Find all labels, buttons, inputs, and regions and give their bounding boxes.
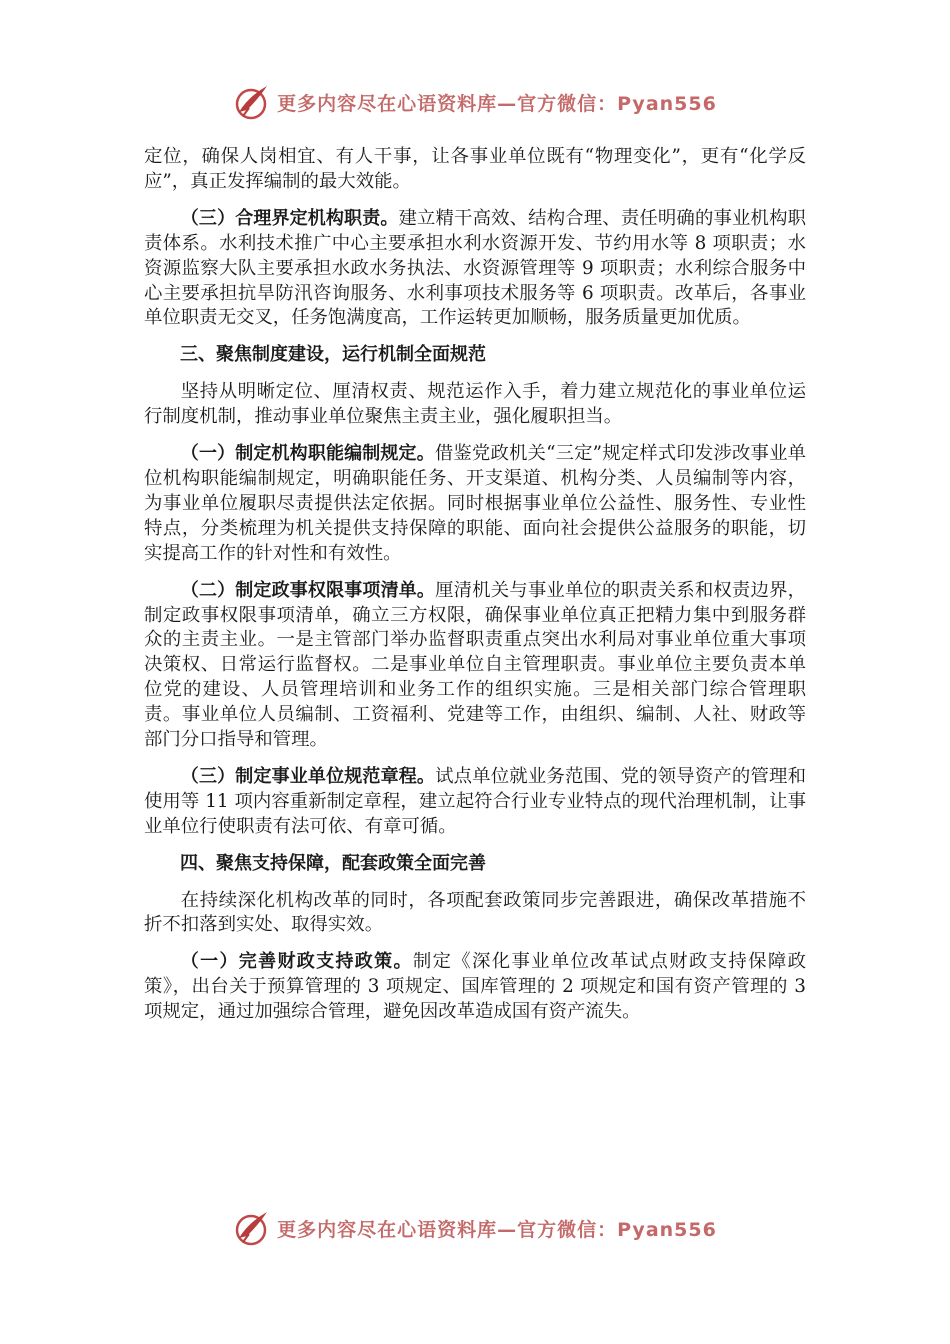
paragraph-text: 建立精干高效、结构合理、责任明确的事业机构职责体系。水利技术推广中心主要承担水利水资源开发、节约用水等 8 项职责；水资源监察大队主要承担水政水务执法、水资源管理等 9 项职责；水利综合服务中心主要承担抗旱防汛咨询服务、水利事项技术服务等 6 项职责。改革后，各事业单位职责无交叉，任务饱满度高，工作运转更加顺畅，服务质量更加优质。 [144, 207, 806, 329]
paragraph [144, 765, 806, 840]
quill-pen-logo-icon [233, 82, 273, 122]
paragraph [144, 950, 806, 1025]
paragraph [144, 579, 806, 753]
section-heading: 三、聚焦制度建设，运行机制全面规范 [180, 344, 486, 366]
paragraph-lead-heading: （一）完善财政支持政策。 [180, 951, 413, 973]
section-heading: 四、聚焦支持保障，配套政策全面完善 [180, 852, 486, 874]
paragraph-lead-heading: （二）制定政事权限事项清单。 [180, 579, 436, 601]
paragraph-text: 厘清机关与事业单位的职责关系和权责边界，制定政事权限事项清单，确立三方权限，确保事业单位真正把精力集中到服务群众的主责主业。一是主管部门举办监督职责重点突出水利局对事业单位重大事项决策权、日常运行监督权。二是事业单位自主管理职责。事业单位主要负责本单位党的建设、人员管理培训和业务工作的组织实施。三是相关部门综合管理职责。事业单位人员编制、工资福利、党建等工作，由组织、编制、人社、财政等部门分口指导和管理。 [144, 579, 806, 751]
paragraph: 在持续深化机构改革的同时，各项配套政策同步完善跟进，确保改革措施不折不扣落到实处、取得实效。 [144, 889, 806, 936]
paragraph-text: 试点单位就业务范围、党的领导资产的管理和使用等 11 项内容重新制定章程，建立起符合行业专业特点的现代治理机制，让事业单位行使职责有法可依、有章可循。 [144, 765, 806, 837]
paragraph-text: 借鉴党政机关“三定”规定样式印发涉改事业单位机构职能编制规定，明确职能任务、开支渠道、机构分类、人员编制等内容，为事业单位履职尽责提供法定依据。同时根据事业单位公益性、服务性、专业性特点，分类梳理为机关提供支持保障的职能、面向社会提供公益服务的职能，切实提高工作的针对性和有效性。 [144, 443, 806, 564]
header-watermark-banner [0, 80, 950, 124]
paragraph [144, 442, 806, 567]
paragraph: 坚持从明晰定位、厘清权责、规范运作入手，着力建立规范化的事业单位运行制度机制，推动事业单位聚焦主责主业，强化履职担当。 [144, 381, 806, 428]
paragraph-lead-heading: （三）合理界定机构职责。 [180, 207, 399, 229]
quill-pen-logo-icon [233, 1208, 273, 1248]
watermark-text: 更多内容尽在心语资料库—官方微信：Pyan556 [277, 1218, 717, 1241]
paragraph: 定位，确保人岗相宜、有人干事，让各事业单位既有“物理变化”，更有“化学反应”，真正发挥编制的最大效能。 [144, 146, 806, 192]
paragraph-text: 制定《深化事业单位改革试点财政支持保障政策》，出台关于预算管理的 3 项规定、国库管理的 2 项规定和国有资产管理的 3 项规定，通过加强综合管理，避免因改革造成国有资产流失。 [144, 951, 806, 1023]
watermark-text: 更多内容尽在心语资料库—官方微信：Pyan556 [277, 92, 717, 115]
paragraph-lead-heading: （三）制定事业单位规范章程。 [180, 765, 436, 787]
paragraph [144, 207, 806, 332]
footer-watermark-banner [0, 1206, 950, 1250]
paragraph-lead-heading: （一）制定机构职能编制规定。 [180, 443, 435, 465]
document-body [144, 145, 806, 1037]
